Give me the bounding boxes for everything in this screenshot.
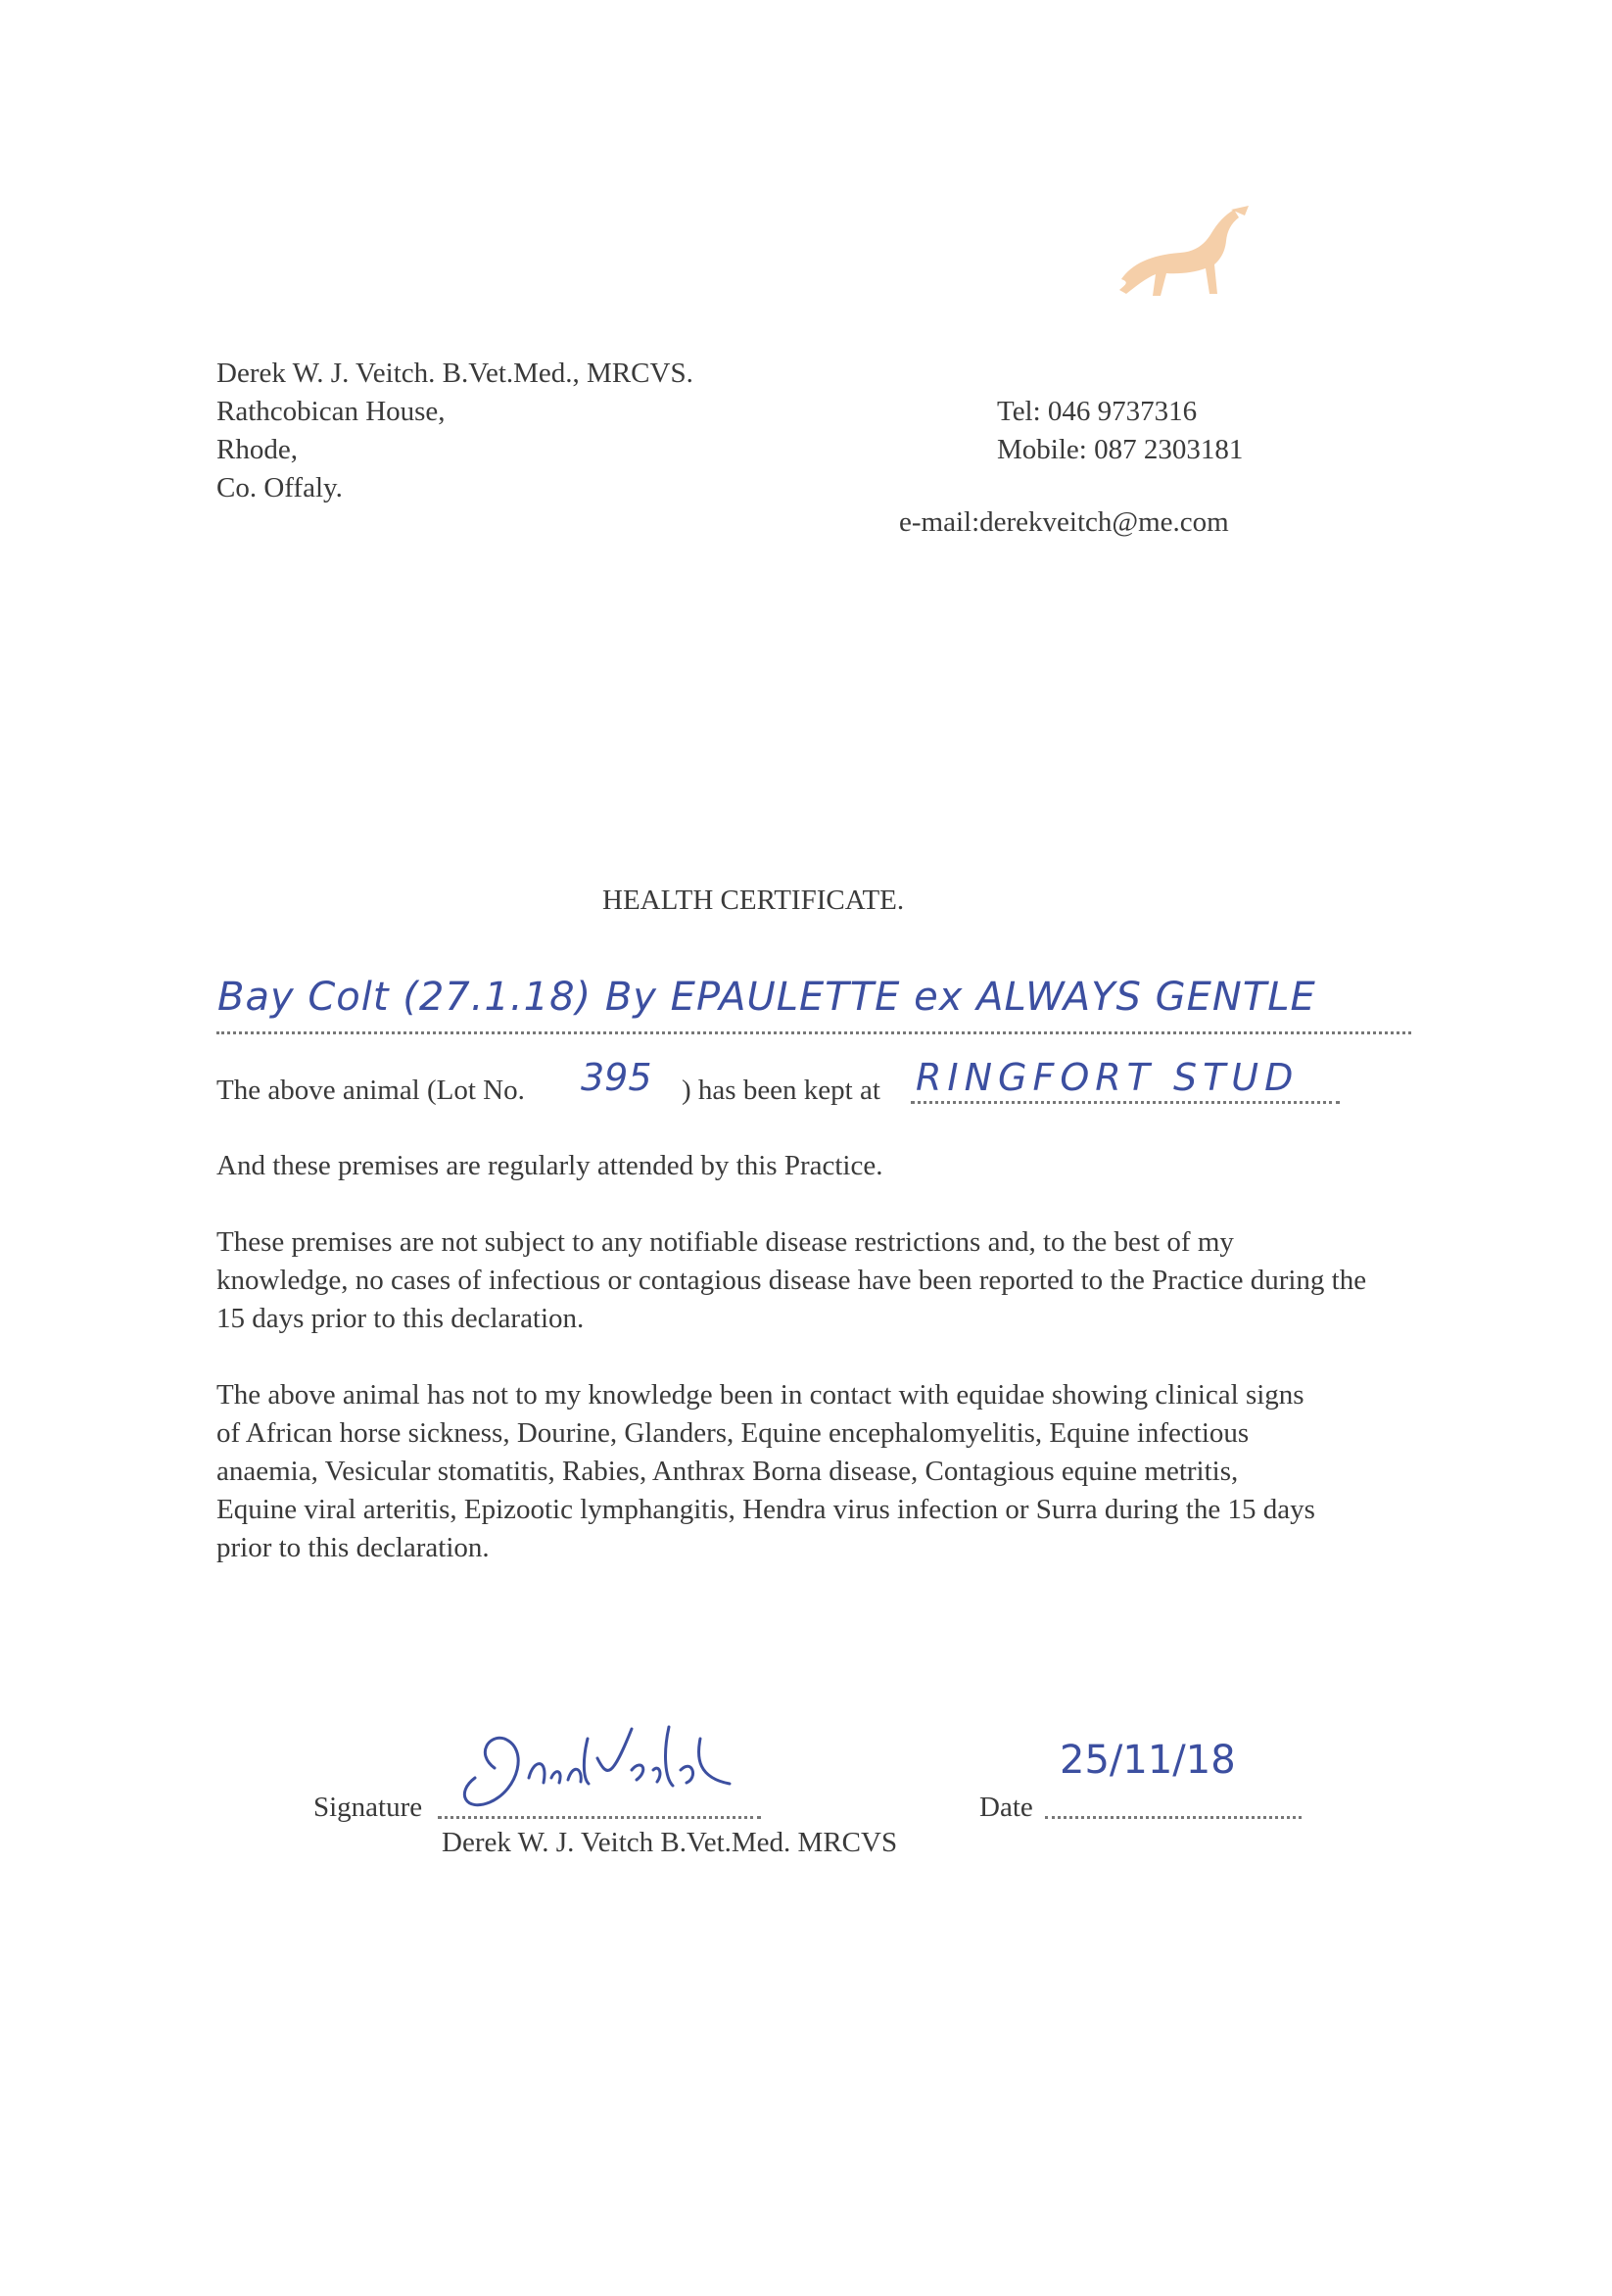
printed-name: Derek W. J. Veitch B.Vet.Med. MRCVS (442, 1827, 898, 1858)
email-address: e-mail:derekveitch@me.com (899, 506, 1229, 538)
horse-logo-icon (1102, 196, 1258, 309)
vet-name: Derek W. J. Veitch. B.Vet.Med., MRCVS. (216, 358, 693, 389)
description-dotted-line (216, 1031, 1411, 1034)
handwritten-signature (436, 1699, 759, 1817)
premises-dotted-line (911, 1101, 1340, 1104)
lot-line-prefix: The above animal (Lot No. (216, 1075, 525, 1106)
lot-line-middle: ) has been kept at (682, 1075, 880, 1106)
paragraph-disease-restrictions: These premises are not subject to any notifiable disease restrictions and, to the best of my knowledge, no cases of infectious or contagious disease have been reported to the Practice during the 15 days prior to this declaration. (216, 1226, 1367, 1334)
date-dotted-line (1045, 1816, 1302, 1819)
paragraph-premises-attended: And these premises are regularly attended by this Practice. (216, 1150, 883, 1181)
certificate-title: HEALTH CERTIFICATE. (602, 885, 905, 916)
date-label: Date (979, 1792, 1033, 1823)
premises-name: RINGFORT STUD (916, 1056, 1300, 1099)
tel-number: Tel: 046 9737316 (997, 396, 1198, 427)
address-line-1: Rathcobican House, (216, 396, 446, 427)
address-line-2: Rhode, (216, 434, 298, 465)
mobile-number: Mobile: 087 2303181 (997, 434, 1244, 465)
animal-description: Bay Colt (27.1.18) By EPAULETTE ex ALWAYS GENTLE (217, 975, 1316, 1020)
address-line-3: Co. Offaly. (216, 472, 343, 503)
signature-label: Signature (313, 1792, 423, 1823)
signature-date: 25/11/18 (1060, 1738, 1236, 1783)
paragraph-equidae-contact: The above animal has not to my knowledge been in contact with equidae showing clinical signs of African horse sickness, Dourine, Glanders, Equine encephalomyelitis, Equine infectious anaemia, Vesicular stomatitis, Rabies, Anthrax Borna disease, Contagious equine metritis, Equine viral arteritis, Epizootic lymphangitis, Hendra virus infection or Surra during the 15 days prior to this declaration. (216, 1379, 1315, 1563)
lot-number: 395 (581, 1056, 652, 1099)
